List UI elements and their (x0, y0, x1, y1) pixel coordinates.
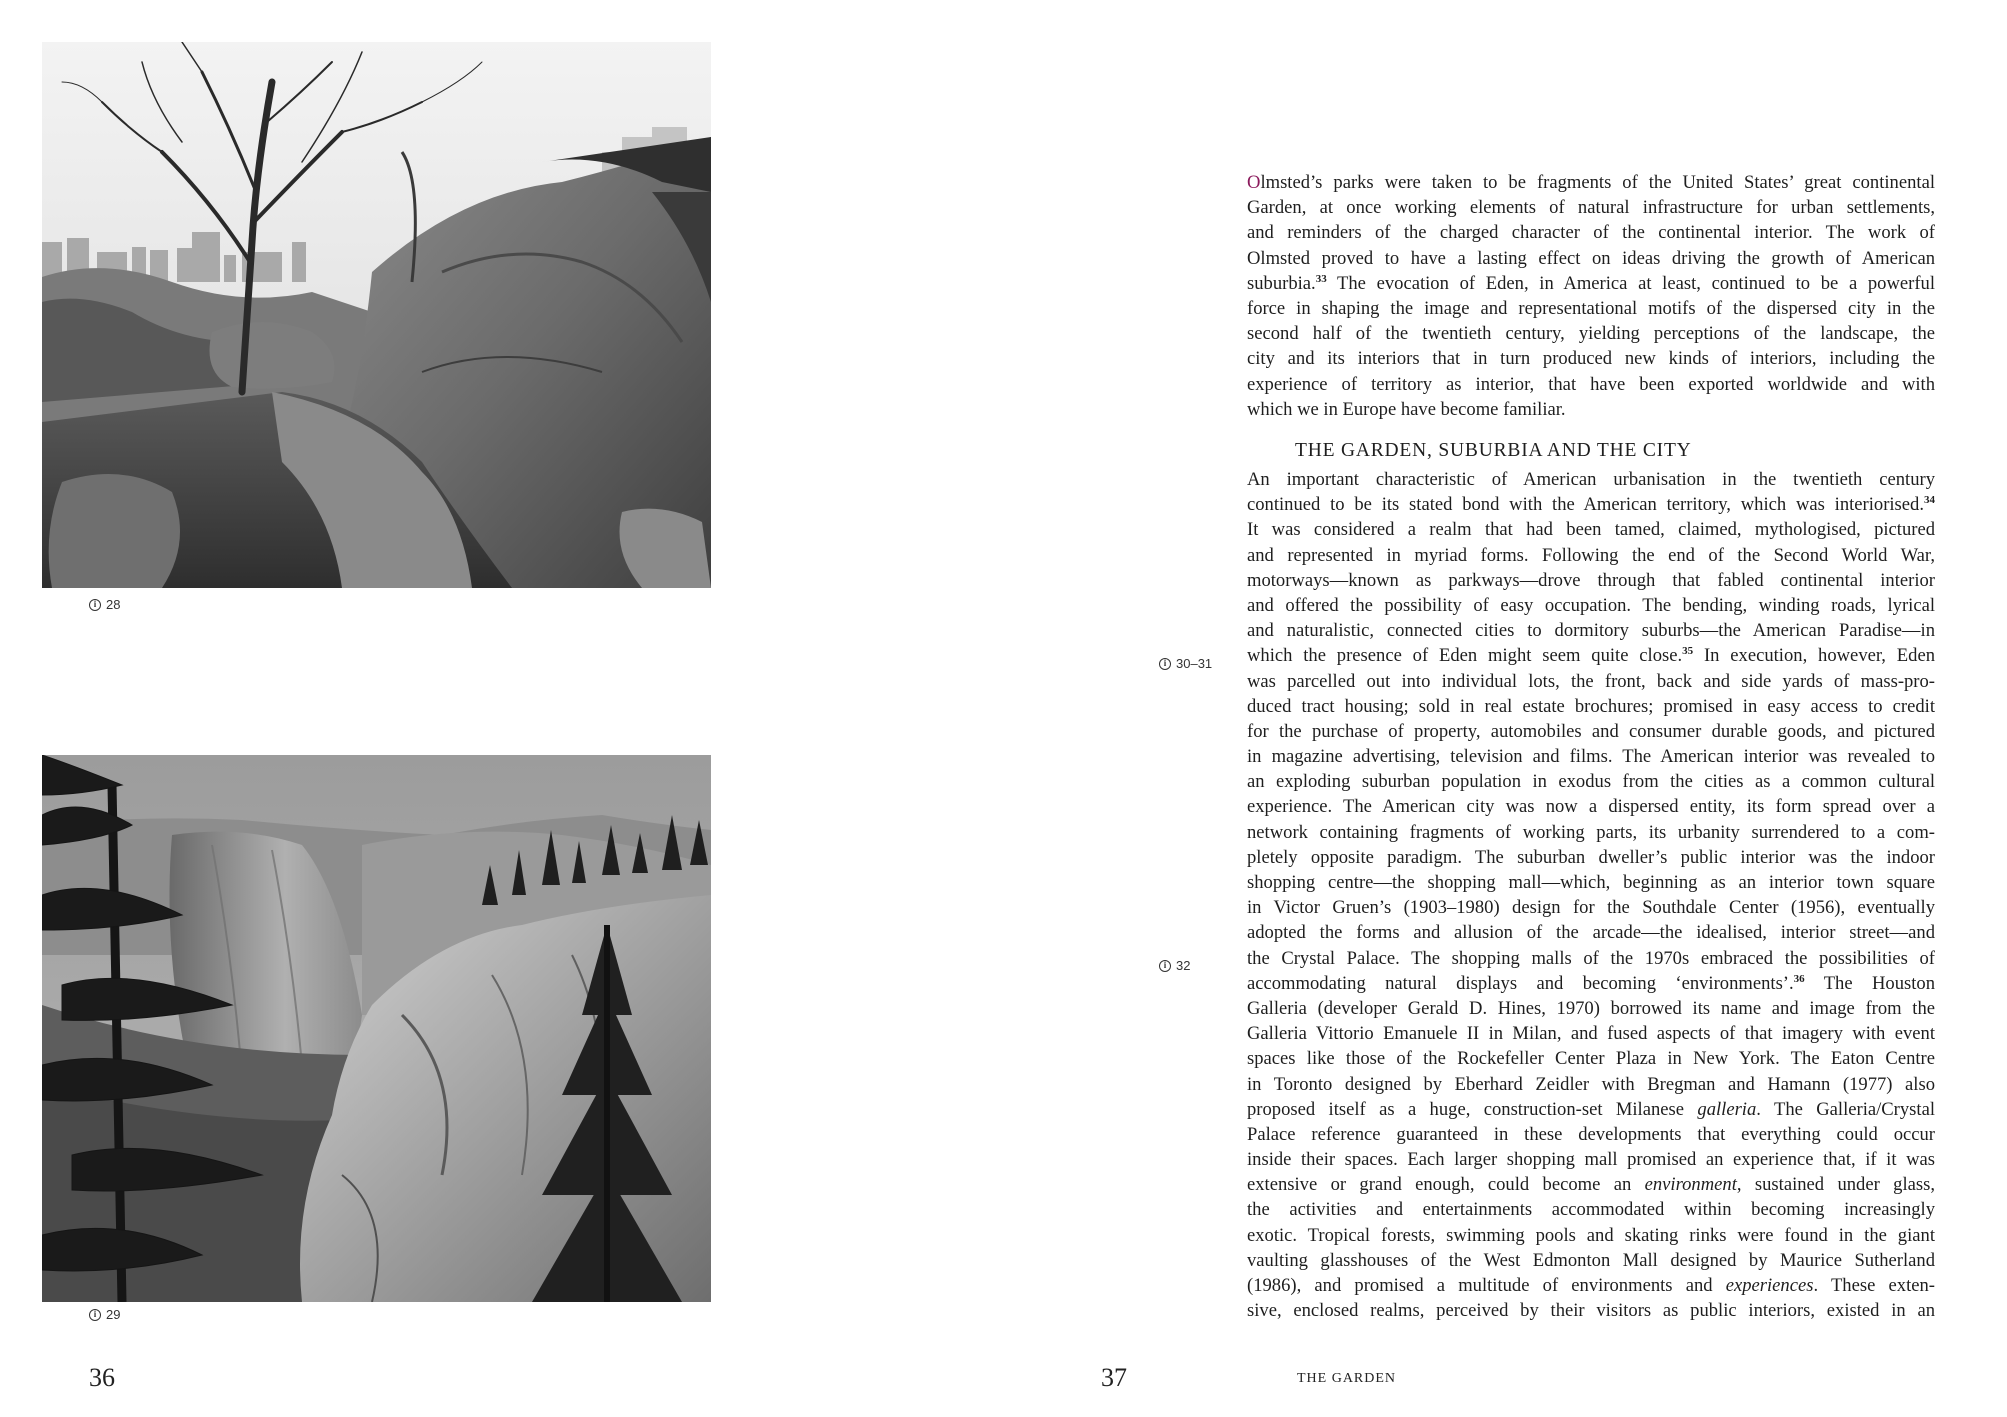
footnote-marker[interactable]: 36 (1793, 972, 1805, 985)
text-line: second half of the twentieth century, yielding perceptions of the landscape, the (1247, 323, 1935, 345)
footnote-marker[interactable]: 33 (1315, 272, 1327, 285)
text-line: an exploding suburban population in exodus from the cities as a common cultural (1247, 771, 1935, 793)
text-line: (1986), and promised a multitude of environments and experiences. These exten- (1247, 1275, 1935, 1296)
text-line: Garden, at once working elements of natural infrastructure for urban settlements, (1247, 197, 1935, 219)
figure-28-photo (42, 42, 711, 588)
info-circle-icon: i (1159, 960, 1171, 972)
text-line: sive, enclosed realms, perceived by their visitors as public interiors, existed in an (1247, 1300, 1935, 1322)
text-line: It was considered a realm that had been tamed, claimed, mythologised, pictured (1247, 519, 1935, 541)
text-line: in magazine advertising, television and films. The American interior was revealed to (1247, 746, 1935, 768)
section-heading: THE GARDEN, SUBURBIA AND THE CITY (1295, 440, 1692, 461)
margin-reference-32[interactable] (1159, 958, 1190, 973)
page-number-left: 36 (89, 1363, 115, 1392)
info-circle-icon: i (1159, 658, 1171, 670)
figure-28-label: 28 (106, 597, 121, 612)
text-line: network containing fragments of working parts, its urbanity surrendered to a com- (1247, 821, 1935, 843)
text-line: An important characteristic of American urbanisation in the twentieth century (1247, 469, 1935, 490)
info-circle-icon: i (89, 1309, 101, 1321)
text-line: and offered the possibility of easy occupation. The bending, winding roads, lyrical (1247, 594, 1935, 616)
text-line: adopted the forms and allusion of the arcade—the idealised, interior street—and (1247, 922, 1935, 944)
footnote-marker[interactable]: 34 (1924, 494, 1935, 507)
text-line: duced tract housing; sold in real estate brochures; promised in easy access to credit (1247, 695, 1935, 717)
text-line: and naturalistic, connected cities to dormitory suburbs—the American Paradise—in (1247, 620, 1935, 642)
figure-29-photo (42, 755, 711, 1302)
figure-29-reference[interactable] (89, 1307, 120, 1322)
text-line: exotic. Tropical forests, swimming pools and skating rinks were found in the giant (1247, 1224, 1935, 1246)
text-line: suburbia.$^{33}$ The evocation of Eden, in America at least, continued to be a powerful (1247, 272, 1935, 294)
text-line: spaces like those of the Rockefeller Center Plaza in New York. The Eaton Centre (1247, 1048, 1935, 1070)
footnote-marker[interactable]: 35 (1682, 645, 1694, 658)
text-line: Galleria Vittorio Emanuele II in Milan, and fused aspects of that imagery with event (1247, 1023, 1935, 1045)
running-head: THE GARDEN (1297, 1371, 1397, 1386)
text-line: city and its interiors that in turn produced new kinds of interiors, including the (1247, 348, 1935, 370)
text-line: experience. The American city was now a dispersed entity, its form spread over a (1247, 796, 1935, 818)
text-line: inside their spaces. Each larger shopping mall promised an experience that, if it was (1247, 1149, 1935, 1171)
text-line: extensive or grand enough, could become an environment, sustained under glass, (1247, 1174, 1935, 1196)
text-line: and represented in myriad forms. Following the end of the Second World War, (1247, 544, 1935, 566)
text-line: which we in Europe have become familiar. (1247, 398, 1566, 420)
text-line: the activities and entertainments accommodated within becoming increasingly (1247, 1199, 1935, 1221)
text-line: shopping centre—the shopping mall—which, beginning as an interior town square (1247, 872, 1935, 893)
margin-reference-label: 32 (1176, 958, 1191, 973)
body-paragraph-2 (1247, 467, 1935, 1323)
body-paragraph-1 (1247, 170, 1935, 422)
text-line: Palace reference guaranteed in these developments that everything could occur (1247, 1123, 1935, 1145)
text-line: continued to be its stated bond with the American territory, which was interiorised.$^{34}$ (1247, 494, 1935, 516)
text-line: accommodating natural displays and becoming ‘environments’.$^{36}$ The Houston (1247, 972, 1935, 994)
text-line: was parcelled out into individual lots, the front, back and side yards of mass-pro- (1247, 670, 1935, 692)
text-line: Olmsted proved to have a lasting effect on ideas driving the growth of American (1247, 247, 1935, 269)
text-line: force in shaping the image and representational motifs of the dispersed city in the (1247, 297, 1935, 319)
text-line: which the presence of Eden might seem quite close.$^{35}$ In execution, however, Eden (1247, 645, 1935, 667)
text-line: in Toronto designed by Eberhard Zeidler with Bregman and Hamann (1977) also (1247, 1073, 1935, 1095)
text-line: motorways—known as parkways—drove through that fabled continental interior (1247, 569, 1935, 591)
page-number-right: 37 (1101, 1363, 1127, 1392)
margin-reference-30-31[interactable] (1159, 656, 1212, 671)
text-line: in Victor Gruen’s (1903–1980) design for the Southdale Center (1956), eventually (1247, 897, 1935, 919)
text-line: for the purchase of property, automobiles and consumer durable goods, and pictured (1247, 720, 1935, 742)
text-line: pletely opposite paradigm. The suburban dweller’s public interior was the indoor (1247, 846, 1935, 868)
text-line: and reminders of the charged character of the continental interior. The work of (1247, 222, 1935, 244)
text-line: experience of territory as interior, that have been exported worldwide and with (1247, 373, 1935, 395)
initial-letter: O (1247, 172, 1261, 193)
text-line: Galleria (developer Gerald D. Hines, 1970) borrowed its name and image from the (1247, 997, 1935, 1019)
figure-28-reference[interactable] (89, 597, 120, 612)
text-line: Olmsted’s parks were taken to be fragments of the United States’ great continental (1247, 172, 1935, 193)
text-line: proposed itself as a huge, construction-set Milanese galleria. The Galleria/Crystal (1247, 1098, 1935, 1120)
figure-29-label: 29 (106, 1307, 121, 1322)
text-line: vaulting glasshouses of the West Edmonton Mall designed by Maurice Sutherland (1247, 1249, 1935, 1271)
text-line: the Crystal Palace. The shopping malls of the 1970s embraced the possibilities of (1247, 947, 1935, 969)
info-circle-icon: i (89, 599, 101, 611)
margin-reference-label: 30–31 (1176, 656, 1213, 671)
